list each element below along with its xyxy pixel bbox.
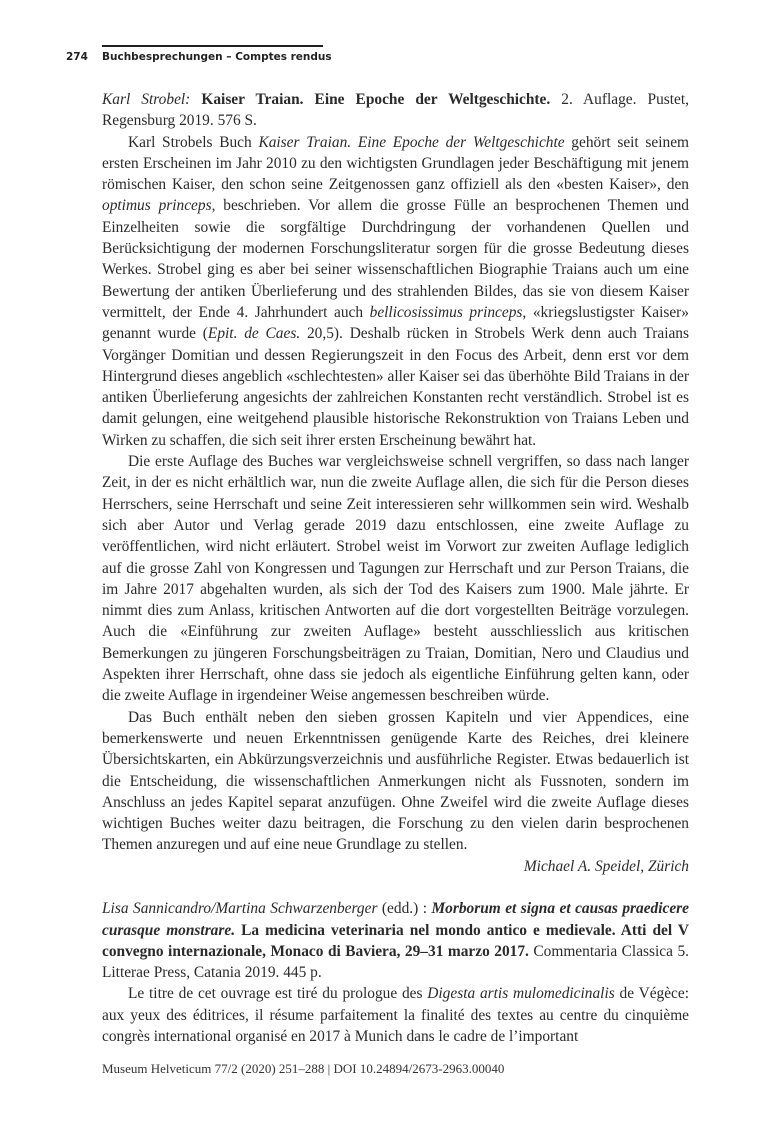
review2-editors-suffix: (edd.) :: [377, 900, 432, 918]
review1-citation: [102, 89, 689, 132]
main-text: [102, 89, 689, 1047]
journal-footer: Museum Helveticum 77/2 (2020) 251–288 | DOI 10.24894/2673-2963.00040: [102, 1061, 505, 1076]
latin-term: bellicosissimus princeps: [369, 303, 523, 321]
text-segment: de Végèce: aux yeux des éditrices, il résume parfaitement la finalité des textes au centre du cinquième congrès international organisé en 2017 à Munich dans le cadre de l’important: [102, 985, 689, 1046]
review1-title: Kaiser Traian. Eine Epoche der Weltgeschichte.: [201, 91, 551, 108]
source-reference: Epit. de Caes.: [207, 325, 301, 343]
text-segment: , «kriegslustigster Kaiser» genannt wurde (: [102, 303, 689, 343]
review1-author: Karl Strobel:: [102, 91, 191, 108]
text-segment: Karl Strobels Buch: [128, 133, 259, 151]
text-segment: 20,5). Deshalb rücken in Strobels Werk denn auch Traians Vorgänger Domitian und dessen Regierungszeit in den Focus des Arbeit, denn erst vor dem Hintergrund dieses angeblich «schlechtesten» aller Kaiser sei das überhöhte Bild Traians in der antiken Überlieferung angesichts der zahlreichen Konstanten recht verständlich. Strobel ist es damit gelungen, eine weitgehend plausible historische Rekonstruktion von Traians Leben und Wirken zu schaffen, die sich seit ihrer ersten Erscheinung bewährt hat.: [102, 325, 689, 449]
text-segment: , beschrieben. Vor allem die grosse Fülle an besprochenen Themen und Einzelheiten sowie die sorgfältige Durchdringung der vorhandenen Quellen und Berücksichtigung der modernen Forschungsliteratur sorgen für die grosse Bedeutung dieses Werkes. Strobel ging es aber bei seiner wissenschaftlichen Biographie Traians auch um eine Bewertung der antiken Überlieferung und des strahlenden Bildes, das sie von diesem Kaiser vermittelt, der Ende 4. Jahrhundert auch: [102, 197, 689, 321]
section-title: Buchbesprechungen – Comptes rendus: [102, 51, 332, 63]
review2-citation: [102, 898, 689, 983]
review1-paragraph-1: [102, 132, 689, 451]
text-segment: Das Buch enthält neben den sieben grossen Kapiteln und vier Appendices, eine bemerkenswerte und neuen Erkenntnissen genügende Karte des Reiches, drei kleinere Übersichtskarten, ein Abkürzungsverzeichnis und ausführliche Register. Etwas bedauerlich ist die Entscheidung, die wissenschaftlichen Anmerkungen nicht als Fussnoten, sondern im Anschluss an jedes Kapitel separat anzufügen. Ohne Zweifel wird die zweite Auflage dieses wichtigen Buches weiter dazu beitragen, die Forschung zu den vielen darin besprochenen Themen anzuregen und auf eine neue Grundlage zu stellen.: [102, 708, 689, 854]
review2-editors: Lisa Sannicandro/Martina Schwarzenberger: [102, 900, 378, 918]
review1-reviewer: Michael A. Speidel, Zürich: [523, 857, 689, 875]
review2-paragraph-1: [102, 983, 689, 1047]
text-segment: gehört seit seinem ersten Erscheinen im Jahr 2010 zu den wichtigsten Grundlagen jeder Beschäftigung mit jenem römischen Kaiser, den schon seine Zeitgenossen ganz offiziell als den «besten Kaiser», den: [102, 133, 690, 194]
text-segment: Le titre de cet ouvrage est tiré du prologue des: [128, 985, 428, 1003]
review2-details: Commentaria Classica 5. Litterae Press, Catania 2019. 445 p.: [102, 942, 689, 982]
latin-term: optimus princeps: [102, 197, 212, 215]
review1-paragraph-3: [102, 707, 689, 856]
review2-title-latin: Morborum et signa et causas praedicere curasque monstrare.: [102, 900, 689, 939]
book-title: Kaiser Traian. Eine Epoche der Weltgeschichte: [258, 133, 565, 151]
entry-separator: [102, 877, 689, 898]
review1-paragraph-2: [102, 451, 689, 707]
latin-title: Digesta artis mulomedicinalis: [427, 985, 615, 1003]
review2-title-main: La medicina veterinaria nel mondo antico e medievale. Atti del V convegno internazionale, Monaco di Baviera, 29–31 marzo 2017.: [102, 921, 690, 960]
review1-details: 2. Auflage. Pustet, Regensburg 2019. 576 S.: [102, 91, 689, 130]
header-rule: [102, 45, 323, 47]
text-segment: Die erste Auflage des Buches war vergleichsweise schnell vergriffen, so dass nach langer Zeit, in der es nicht erhältlich war, nun die zweite Auflage allen, die sich für die Person dieses Herrschers, seine Herrschaft und seine Zeit interessieren sehr willkommen sein wird. Weshalb sich aber Autor und Verlag gerade 2019 dazu entschlossen, eine zweite Auflage zu veröffentlichen, wird nicht erläutert. Strobel weist im Vorwort zur zweiten Auflage lediglich auf die grosse Zahl von Kongressen und Tagungen zur Herrschaft und zur Person Traians, die im Jahre 2017 abgehalten wurden, als sich der Tod des Kaisers zum 1900. Male jährte. Er nimmt dies zum Anlass, kritischen Antworten auf die dort vorgestellten Beiträge vorzulegen. Auch die «Einführung zur zweiten Auflage» besteht ausschliesslich aus kritischen Bemerkungen zu jüngeren Forschungsbeiträgen zu Traian, Domitian, Nero und Claudius und Aspekten ihrer Herrschaft, ohne dass sie jedoch als eigentliche Einführung gelten kann, oder die zweite Auflage in irgendeiner Weise angemessen beschreiben würde.: [102, 453, 689, 705]
page-number: 274: [66, 51, 88, 63]
